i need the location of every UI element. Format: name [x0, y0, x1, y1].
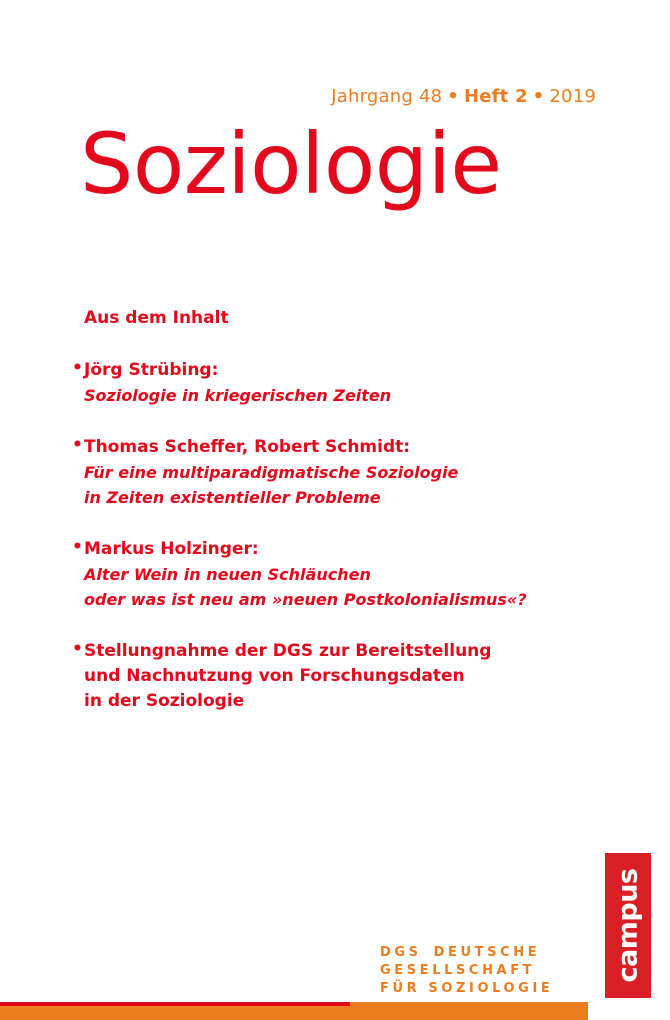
entry-author: Stellungnahme der DGS zur Bereitstellung: [84, 641, 492, 661]
society-logo: [380, 944, 553, 998]
society-abbreviation: DGS: [380, 945, 422, 960]
bullet-icon: •: [72, 639, 83, 659]
journal-title: Soziologie: [80, 115, 502, 213]
separator: •: [532, 86, 545, 107]
entry-author: in der Soziologie: [84, 691, 245, 711]
contents-heading: Aus dem Inhalt: [84, 308, 229, 328]
entry-title: in Zeiten existentieller Probleme: [84, 488, 381, 507]
entry-author: und Nachnutzung von Forschungsdaten: [84, 666, 465, 686]
contents-entry: [72, 435, 592, 510]
contents-entry: [72, 537, 592, 612]
bullet-icon: •: [72, 358, 83, 378]
bullet-icon: •: [72, 435, 83, 455]
volume-label: Jahrgang 48: [331, 86, 443, 107]
entry-title: Für eine multiparadigmatische Soziologie: [84, 463, 459, 482]
entry-title: Alter Wein in neuen Schläuchen: [84, 565, 371, 584]
year-label: 2019: [549, 86, 596, 107]
issue-info: [331, 86, 596, 107]
entry-title: Soziologie in kriegerischen Zeiten: [84, 386, 392, 405]
separator: •: [447, 86, 459, 107]
contents-entry: [72, 639, 592, 714]
heft-label: Heft 2: [463, 86, 528, 107]
entry-author: Thomas Scheffer, Robert Schmidt:: [84, 437, 411, 457]
society-name-line: DEUTSCHE: [433, 945, 541, 960]
contents-entry: [72, 358, 592, 408]
entry-title: oder was ist neu am »neuen Postkolonialismus«?: [84, 590, 527, 609]
entry-author: Jörg Strübing:: [84, 360, 219, 380]
society-name-line: GESELLSCHAFT: [380, 963, 536, 978]
bottom-bar-accent: [0, 1002, 350, 1006]
publisher-name: campus: [612, 868, 644, 983]
publisher-logo: [605, 853, 651, 998]
bullet-icon: •: [72, 537, 83, 557]
society-name-line: FÜR SOZIOLOGIE: [380, 981, 554, 996]
entry-author: Markus Holzinger:: [84, 539, 259, 559]
table-of-contents: [72, 308, 592, 741]
